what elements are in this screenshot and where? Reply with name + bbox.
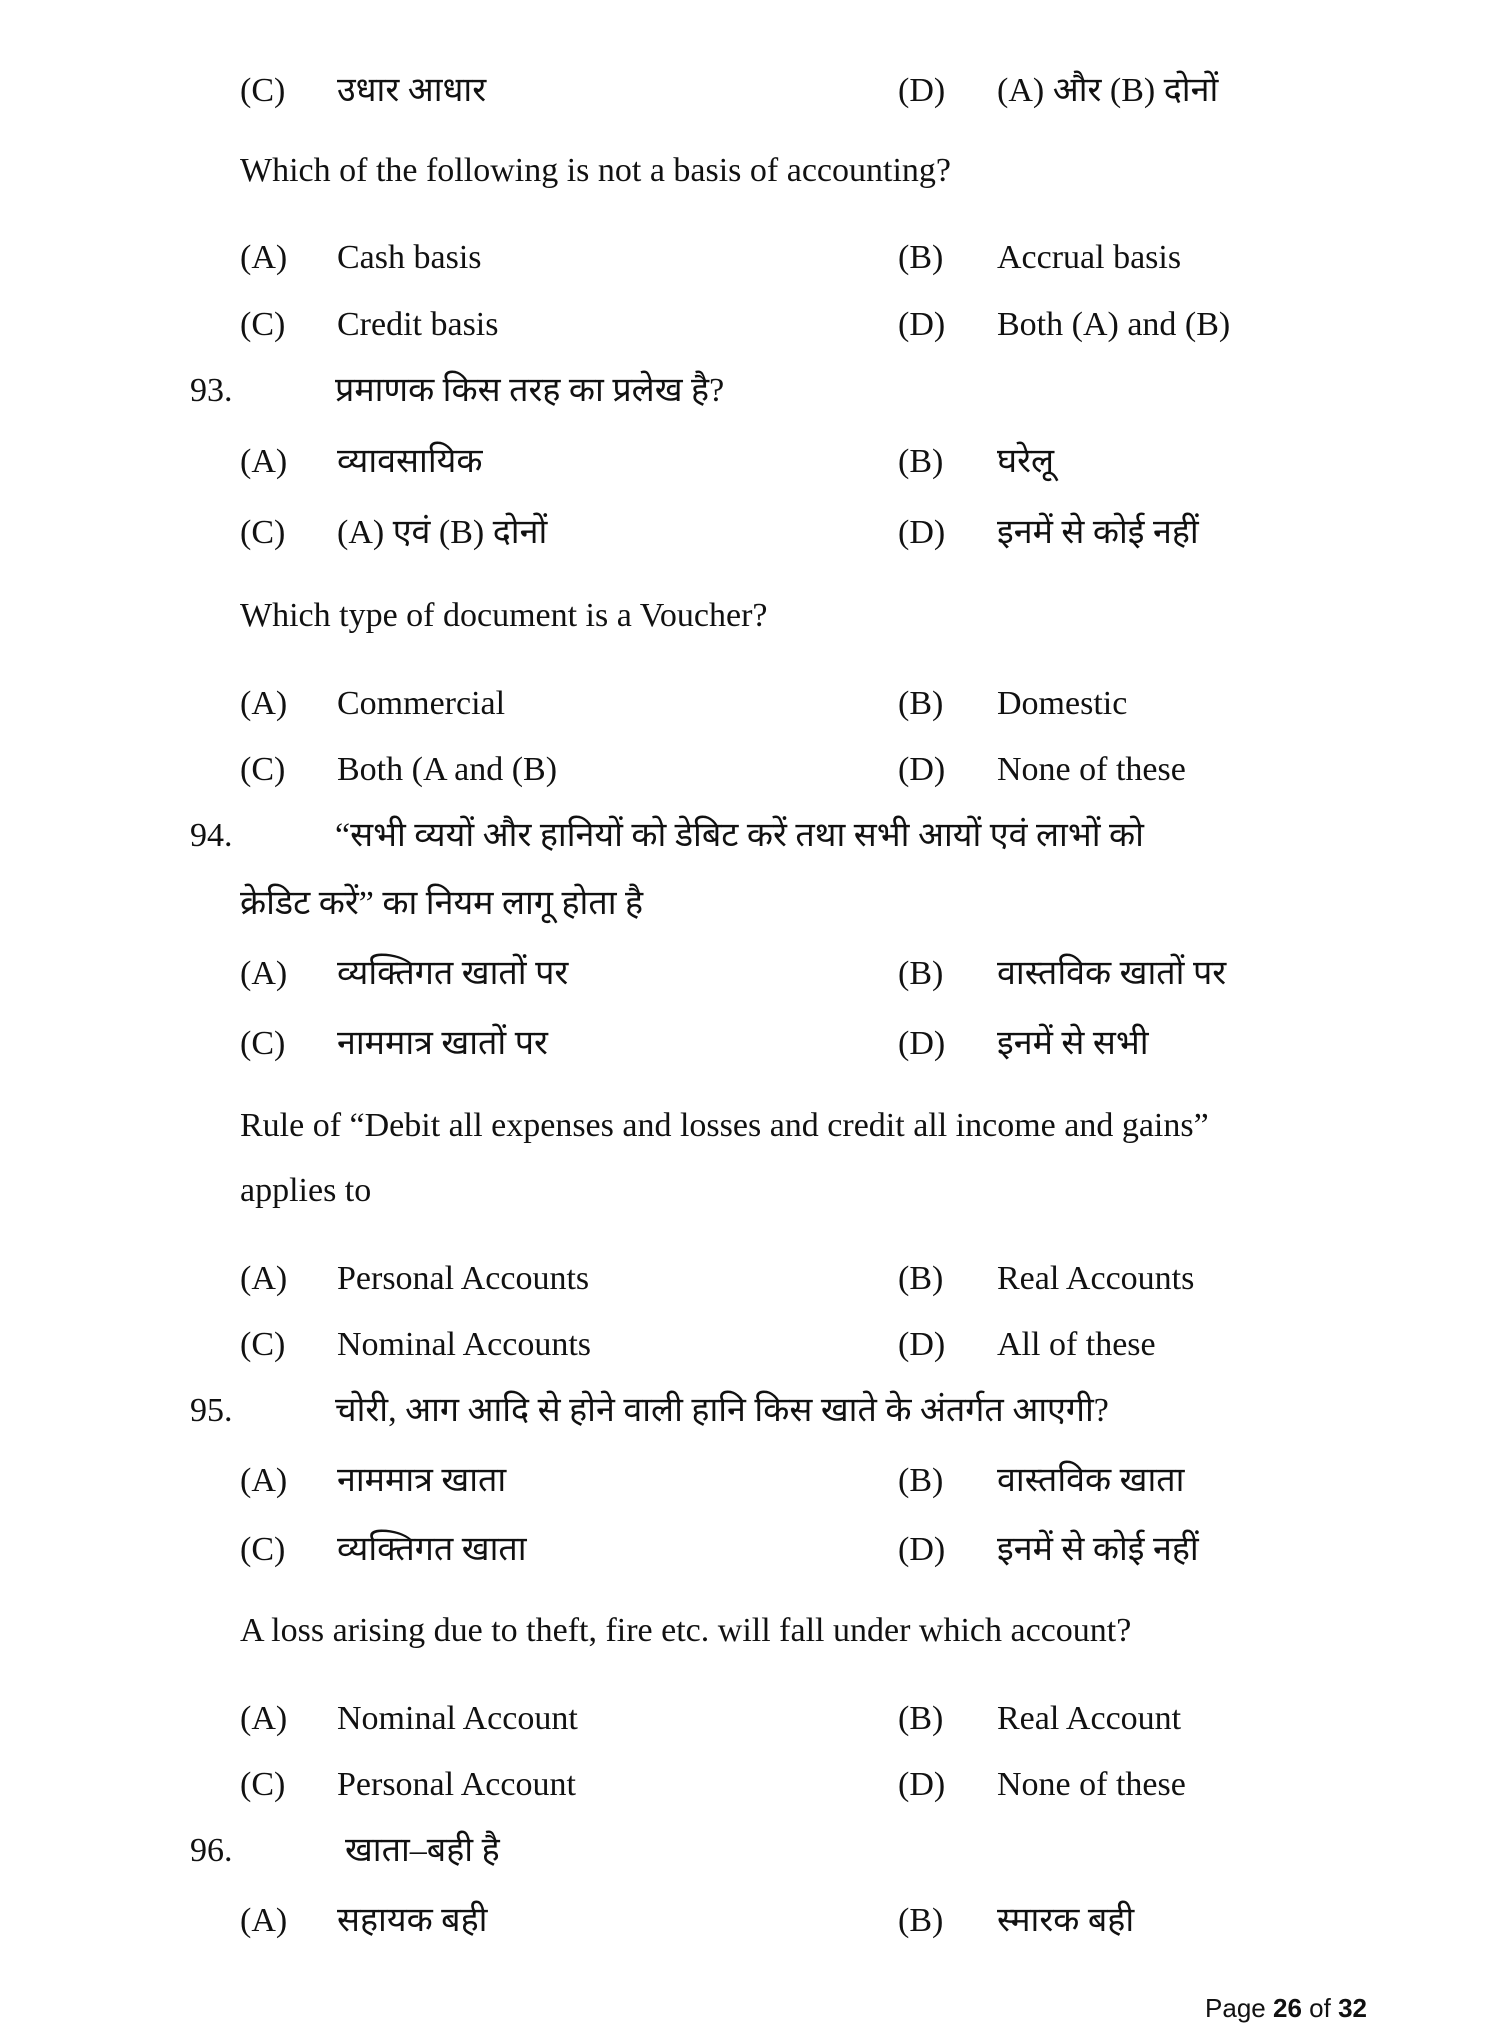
page-total: 32	[1338, 1993, 1367, 2023]
option-letter: (B)	[898, 443, 944, 480]
option-letter: (D)	[898, 72, 946, 109]
option-text: Real Account	[997, 1700, 1182, 1737]
q94-en-option-b	[0, 1254, 1400, 1304]
q92-en-question: Which of the following is not a basis of accounting?	[240, 152, 951, 189]
option-text: सहायक बही	[337, 1902, 488, 1939]
q93-hi-option-d	[0, 508, 1400, 558]
option-letter: (C)	[240, 1531, 286, 1568]
q94-en-option-d	[0, 1320, 1400, 1370]
option-text: All of these	[997, 1326, 1156, 1363]
option-text: Cash basis	[337, 239, 482, 276]
option-text: None of these	[997, 1766, 1186, 1803]
option-letter: (D)	[898, 1326, 946, 1363]
q94-en-question-line2: applies to	[240, 1172, 372, 1209]
q93-hi-option-b	[0, 437, 1400, 487]
page-current: 26	[1273, 1993, 1302, 2023]
option-letter: (D)	[898, 1025, 946, 1062]
q94-hi-option-d	[0, 1019, 1400, 1069]
option-letter: (D)	[898, 1766, 946, 1803]
q94-hi-question-line1: “सभी व्ययों और हानियों को डेबिट करें तथा सभी आयों एवं लाभों को	[335, 817, 1144, 854]
option-text: Domestic	[997, 685, 1128, 722]
q95-number: 95.	[190, 1392, 233, 1429]
option-letter: (C)	[240, 751, 286, 788]
option-text: Commercial	[337, 685, 506, 722]
option-letter: (D)	[898, 514, 946, 551]
q94-en-question-line1: Rule of “Debit all expenses and losses and credit all income and gains”	[240, 1107, 1209, 1144]
option-letter: (C)	[240, 1025, 286, 1062]
q93-number: 93.	[190, 372, 233, 409]
option-letter: (D)	[898, 751, 946, 788]
option-letter: (C)	[240, 306, 286, 343]
page-prefix: Page	[1205, 1993, 1266, 2023]
q93-hi-question: प्रमाणक किस तरह का प्रलेख है?	[335, 372, 725, 409]
option-text: Personal Accounts	[337, 1260, 590, 1297]
option-letter: (A)	[240, 1902, 288, 1939]
option-text: वास्तविक खाता	[997, 1462, 1185, 1499]
option-letter: (D)	[898, 1531, 946, 1568]
q95-hi-option-d	[0, 1525, 1400, 1575]
option-text: नाममात्र खाता	[337, 1462, 507, 1499]
q94-hi-option-b	[0, 949, 1400, 999]
option-text: इनमें से सभी	[997, 1025, 1149, 1062]
option-letter: (A)	[240, 1260, 288, 1297]
q94-number: 94.	[190, 817, 233, 854]
option-letter: (A)	[240, 443, 288, 480]
option-text: उधार आधार	[337, 72, 487, 109]
q92-hi-option-d	[0, 66, 1400, 116]
option-letter: (B)	[898, 1462, 944, 1499]
option-letter: (A)	[240, 1700, 288, 1737]
option-text: इनमें से कोई नहीं	[997, 514, 1199, 551]
option-text: व्यक्तिगत खातों पर	[337, 955, 569, 992]
page-number-footer	[1205, 1990, 1367, 2026]
option-text: Accrual basis	[997, 239, 1182, 276]
option-text: वास्तविक खातों पर	[997, 955, 1227, 992]
q93-en-option-d	[0, 745, 1400, 795]
option-text: इनमें से कोई नहीं	[997, 1531, 1199, 1568]
option-letter: (B)	[898, 1700, 944, 1737]
q94-hi-question-line2: क्रेडिट करें” का नियम लागू होता है	[240, 885, 644, 922]
option-text: व्यक्तिगत खाता	[337, 1531, 527, 1568]
q95-hi-option-b	[0, 1456, 1400, 1506]
option-text: (A) एवं (B) दोनों	[337, 514, 548, 551]
q96-hi-option-b	[0, 1896, 1400, 1946]
option-text: घरेलू	[997, 443, 1055, 480]
option-text: (A) और (B) दोनों	[997, 72, 1219, 109]
option-text: Nominal Account	[337, 1700, 578, 1737]
q92-en-option-d	[0, 300, 1400, 350]
option-text: Personal Account	[337, 1766, 576, 1803]
option-letter: (D)	[898, 306, 946, 343]
option-letter: (C)	[240, 1326, 286, 1363]
option-letter: (B)	[898, 1902, 944, 1939]
option-letter: (B)	[898, 1260, 944, 1297]
q96-hi-question: खाता–बही है	[345, 1832, 500, 1869]
option-letter: (B)	[898, 955, 944, 992]
option-text: Both (A) and (B)	[997, 306, 1231, 343]
option-text: व्यावसायिक	[337, 443, 483, 480]
page-separator: of	[1309, 1993, 1331, 2023]
q95-en-option-d	[0, 1760, 1400, 1810]
q95-hi-question: चोरी, आग आदि से होने वाली हानि किस खाते के अंतर्गत आएगी?	[335, 1392, 1109, 1429]
option-letter: (C)	[240, 1766, 286, 1803]
q95-en-option-b	[0, 1694, 1400, 1744]
q93-en-question: Which type of document is a Voucher?	[240, 597, 768, 634]
option-text: Credit basis	[337, 306, 499, 343]
option-letter: (C)	[240, 514, 286, 551]
option-letter: (B)	[898, 685, 944, 722]
option-text: Nominal Accounts	[337, 1326, 592, 1363]
option-text: Both (A and (B)	[337, 751, 558, 788]
option-text: None of these	[997, 751, 1186, 788]
q92-en-option-b	[0, 233, 1400, 283]
option-letter: (A)	[240, 955, 288, 992]
option-letter: (B)	[898, 239, 944, 276]
option-letter: (A)	[240, 239, 288, 276]
q96-number: 96.	[190, 1832, 233, 1869]
option-letter: (C)	[240, 72, 286, 109]
option-letter: (A)	[240, 685, 288, 722]
option-text: Real Accounts	[997, 1260, 1195, 1297]
q93-en-option-b	[0, 679, 1400, 729]
q95-en-question: A loss arising due to theft, fire etc. will fall under which account?	[240, 1612, 1132, 1649]
option-text: स्मारक बही	[997, 1902, 1135, 1939]
option-letter: (A)	[240, 1462, 288, 1499]
option-text: नाममात्र खातों पर	[337, 1025, 548, 1062]
